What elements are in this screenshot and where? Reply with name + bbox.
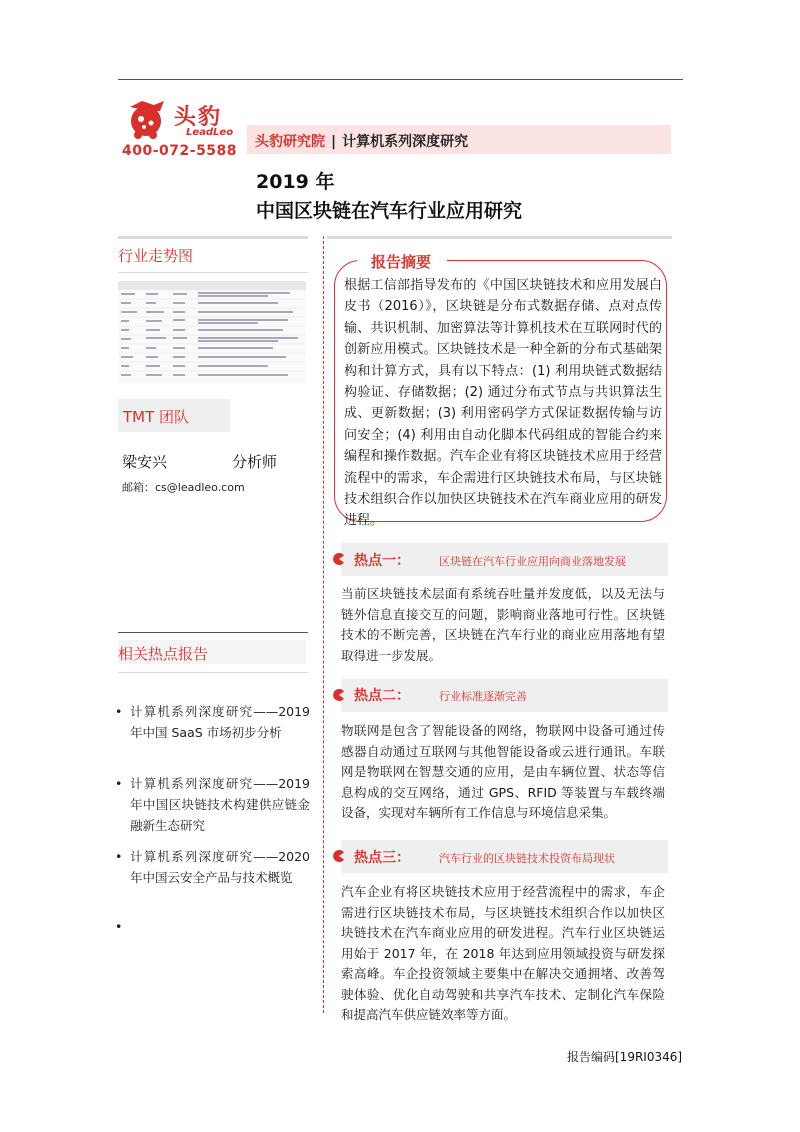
pie-wedge-icon [333, 689, 345, 701]
logo-wordmark: 头豹 [174, 105, 223, 130]
related-report-title: 计算机系列深度研究——2019 年中国区块链技术构建供应链金融新生态研究 [130, 776, 310, 833]
empty-bullet: • [115, 919, 123, 934]
trend-heading-rule [118, 272, 308, 273]
related-report-1[interactable] [115, 701, 310, 765]
report-year: 2019 年 [256, 171, 335, 193]
summary-top-rule [327, 236, 672, 239]
left-top-rule [118, 236, 308, 239]
logo-english-name: LeadLeo [186, 127, 234, 138]
related-report-title: 计算机系列深度研究——2020 年中国云安全产品与技术概览 [130, 849, 310, 885]
analyst-name: 梁安兴 [122, 453, 168, 471]
hot-topic-1-label: 热点一： [354, 553, 410, 569]
industry-trend-thumbnail [118, 281, 306, 384]
report-title: 中国区块链在汽车行业应用研究 [256, 200, 523, 222]
related-report-3[interactable] [115, 846, 310, 910]
hot-topic-1-subtitle: 区块链在汽车行业应用向商业落地发展 [439, 555, 626, 568]
summary-heading: 报告摘要 [371, 253, 432, 271]
leopard-logo-icon [124, 97, 168, 139]
related-reports-heading: 相关热点报告 [118, 645, 209, 663]
pie-wedge-icon [333, 553, 345, 565]
related-report-title: 计算机系列深度研究——2019 年中国 SaaS 市场初步分析 [130, 704, 310, 740]
bullet: • [115, 849, 123, 864]
analyst-role: 分析师 [232, 453, 278, 471]
top-rule [118, 79, 683, 80]
hotline-number: 400-072-5588 [122, 143, 238, 159]
header-separator: | [331, 134, 337, 150]
pie-wedge-icon [333, 850, 345, 862]
related-top-rule [118, 632, 308, 633]
bullet: • [115, 704, 123, 719]
institute-name: 头豹研究院 [255, 134, 325, 150]
hot-topic-2-body: 物联网是包含了智能设备的网络，物联网中设备可通过传感器自动通过互联网与其他智能设备或云进行通讯。车联网是物联网在智慧交通的应用，是由车辆位置、状态等信息构成的交互网络，通过 GPS、RFID 等装置与车载终端设备，实现对车辆所有工作信息与环境信息采集。 [341, 723, 665, 820]
series-name: 计算机系列深度研究 [342, 134, 469, 150]
hot-topic-2-label: 热点二： [354, 688, 410, 704]
hot-topic-3-body: 汽车企业有将区块链技术应用于经营流程中的需求，车企需进行区块链技术布局，与区块链技术组织合作以加快区块链技术在汽车商业应用的研发进程。汽车行业区块链运用始于 2017 年，在 2018 年达到应用领域投资与研发探索高峰。车企投资领域主要集中在解决交通拥堵、改善驾驶体验、优化自动驾驶和共享汽车技术、定制化汽车保险和提高汽车供应链效率等方面。 [341, 884, 665, 1022]
trend-chart-heading: 行业走势图 [118, 247, 194, 265]
hot-topic-3-label: 热点三： [354, 850, 410, 866]
hot-topic-2-subtitle: 行业标准逐渐完善 [439, 690, 527, 703]
bullet: • [115, 776, 123, 791]
team-heading: TMT 团队 [123, 408, 190, 426]
column-divider [323, 236, 324, 1013]
series-heading [255, 131, 468, 151]
report-code: 报告编码[19RI0346] [567, 1050, 683, 1064]
related-heading-rule [118, 672, 308, 673]
hot-topic-1-body: 当前区块链技术层面有系统吞吐量并发度低，以及无法与链外信息直接交互的问题，影响商业落地可行性。区块链技术的不断完善，区块链在汽车行业的商业应用落地有望取得进一步发展。 [341, 586, 665, 663]
related-report-2[interactable] [115, 773, 310, 837]
summary-body: 根据工信部指导发布的《中国区块链技术和应用发展白皮书（2016）》，区块链是分布式数据存储、点对点传输、共识机制、加密算法等计算机技术在互联网时代的创新应用模式。区块链技术是一种全新的分布式基础架构和计算方式，具有以下特点：(1) 利用块链式数据结构验证、存储数据；(2) 通过分布式节点与共识算法生成、更新数据；(3) 利用密码学方式保证数据传输与访问安全；(4) 利用由自动化脚本代码组成的智能合约来编程和操作数据。汽车企业有将区块链技术应用于经营流程中的需求，车企需进行区块链技术布局，与区块链技术组织合作以加快区块链技术在汽车商业应用的研发进程。 [344, 278, 662, 529]
hot-topic-3-subtitle: 汽车行业的区块链技术投资布局现状 [439, 852, 615, 865]
contact-email: 邮箱：cs@leadleo.com [122, 481, 245, 494]
